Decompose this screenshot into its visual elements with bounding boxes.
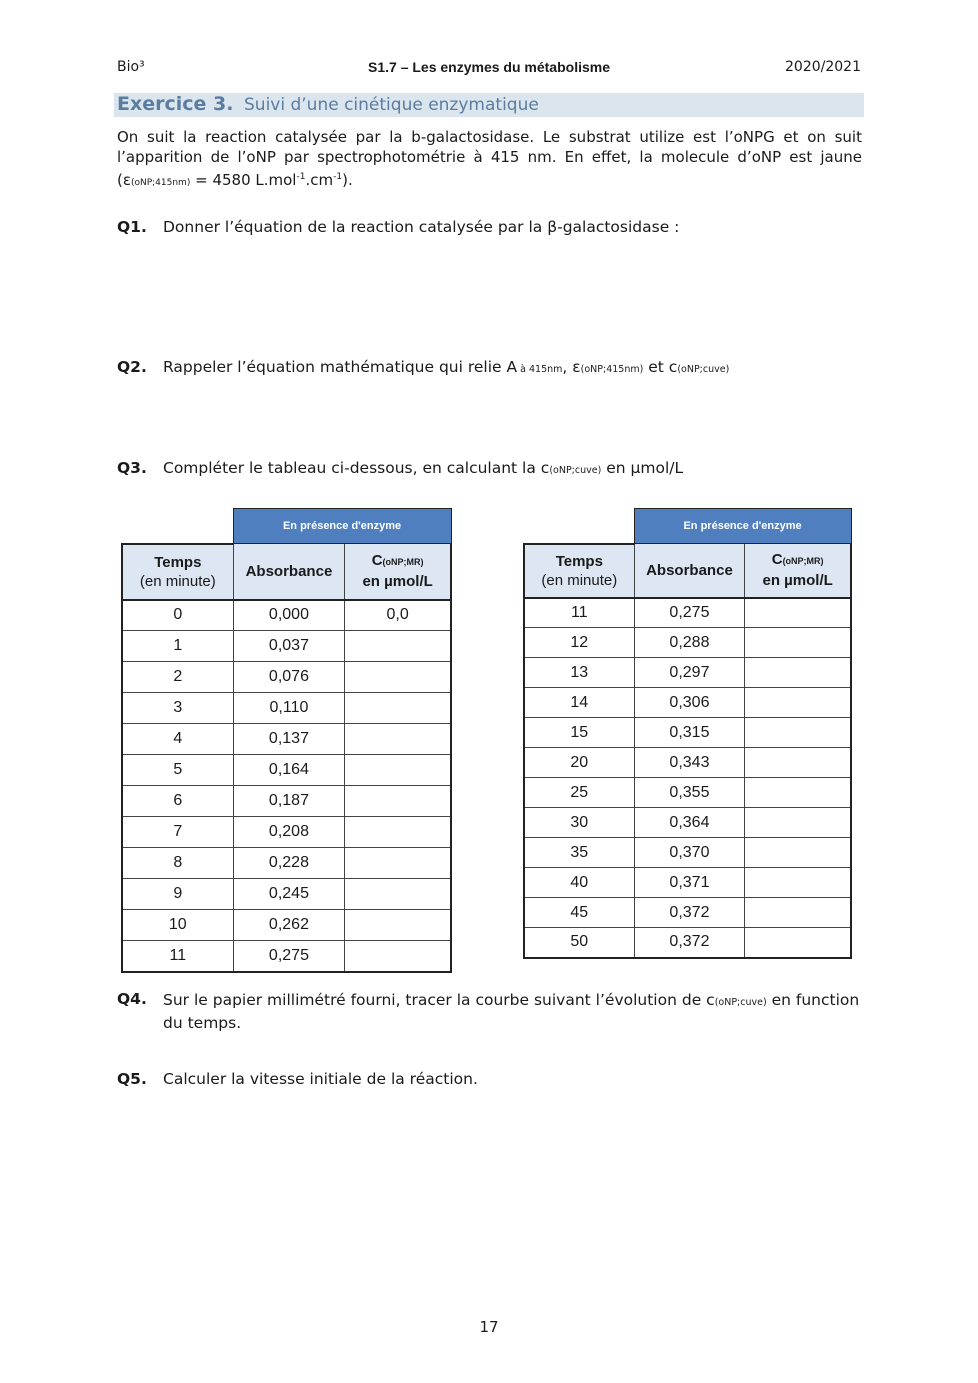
absorbance-cell: 0,370 (634, 838, 745, 868)
question-2 (117, 358, 729, 376)
table-row (524, 598, 851, 628)
absorbance-cell: 0,372 (634, 928, 745, 958)
table-row (524, 928, 851, 958)
table-row (122, 693, 451, 724)
intro-paragraph (117, 127, 862, 193)
time-cell: 50 (524, 928, 634, 958)
absorbance-cell: 0,315 (634, 718, 745, 748)
time-cell: 1 (122, 631, 233, 662)
q2-text-b: , ε (562, 358, 581, 376)
intro-close: ). (342, 171, 353, 189)
table-row (524, 838, 851, 868)
absorbance-cell: 0,000 (233, 600, 345, 631)
absorbance-cell: 0,306 (634, 688, 745, 718)
time-cell: 0 (122, 600, 233, 631)
absorbance-cell: 0,288 (634, 628, 745, 658)
concentration-cell[interactable] (745, 838, 851, 868)
absorbance-cell: 0,275 (634, 598, 745, 628)
table-row (122, 724, 451, 755)
concentration-cell[interactable]: 0,0 (345, 600, 451, 631)
col-c-sub: (oNP;MR) (382, 557, 424, 568)
question-1 (117, 218, 679, 236)
enzyme-header: En présence d'enzyme (233, 509, 451, 544)
time-cell: 40 (524, 868, 634, 898)
col-time-label: Temps (555, 552, 603, 570)
q2-sub-b: (oNP;415nm) (580, 364, 644, 375)
concentration-cell[interactable] (745, 778, 851, 808)
absorbance-cell: 0,187 (233, 786, 345, 817)
time-cell: 4 (122, 724, 233, 755)
table-row (122, 817, 451, 848)
concentration-cell[interactable] (745, 628, 851, 658)
concentration-cell[interactable] (345, 631, 451, 662)
table-row (122, 910, 451, 941)
time-cell: 14 (524, 688, 634, 718)
header-left: Bio³ (117, 59, 145, 75)
concentration-cell[interactable] (345, 817, 451, 848)
time-cell: 8 (122, 848, 233, 879)
question-1-label: Q1. (117, 218, 147, 236)
time-cell: 6 (122, 786, 233, 817)
concentration-cell[interactable] (745, 718, 851, 748)
intro-eps-open: (ε (117, 171, 131, 189)
table-row (524, 718, 851, 748)
col-time-label: Temps (154, 553, 202, 571)
concentration-cell[interactable] (745, 898, 851, 928)
exercise-banner (114, 93, 864, 117)
concentration-cell[interactable] (745, 808, 851, 838)
col-header-time (524, 544, 634, 598)
question-2-label: Q2. (117, 358, 147, 376)
absorbance-cell: 0,137 (233, 724, 345, 755)
time-cell: 11 (524, 598, 634, 628)
concentration-cell[interactable] (745, 928, 851, 958)
time-cell: 25 (524, 778, 634, 808)
time-cell: 35 (524, 838, 634, 868)
time-cell: 11 (122, 941, 233, 972)
q3-text-a: Compléter le tableau ci-dessous, en calculant la c (163, 459, 550, 477)
data-table-right (523, 508, 852, 959)
table-corner (122, 509, 233, 544)
question-1-text: Donner l’équation de la reaction catalysée par la β-galactosidase : (163, 218, 680, 236)
intro-eps-value: = 4580 L.mol (190, 171, 297, 189)
absorbance-cell: 0,110 (233, 693, 345, 724)
table-row (524, 748, 851, 778)
col-header-absorbance: Absorbance (634, 544, 745, 598)
data-table-left (121, 508, 452, 973)
col-time-unit: (en minute) (139, 572, 216, 590)
time-cell: 3 (122, 693, 233, 724)
question-2-text (163, 358, 729, 376)
concentration-cell[interactable] (345, 941, 451, 972)
question-3-text (163, 459, 683, 477)
time-cell: 7 (122, 817, 233, 848)
concentration-cell[interactable] (345, 662, 451, 693)
q4-sub-a: (oNP;cuve) (714, 997, 767, 1008)
col-c-sub: (oNP;MR) (782, 556, 824, 567)
time-cell: 20 (524, 748, 634, 778)
time-cell: 9 (122, 879, 233, 910)
intro-exp2: -1 (333, 172, 343, 182)
concentration-cell[interactable] (745, 748, 851, 778)
col-c-main: C (371, 552, 383, 570)
absorbance-cell: 0,364 (634, 808, 745, 838)
exercise-title: Suivi d’une cinétique enzymatique (244, 95, 539, 115)
absorbance-cell: 0,262 (233, 910, 345, 941)
table-row (524, 658, 851, 688)
time-cell: 12 (524, 628, 634, 658)
q3-sub-a: (oNP;cuve) (549, 465, 602, 476)
absorbance-cell: 0,037 (233, 631, 345, 662)
question-5-label: Q5. (117, 1070, 147, 1088)
question-4-text (163, 990, 875, 1033)
question-5 (117, 1070, 478, 1088)
absorbance-cell: 0,228 (233, 848, 345, 879)
time-cell: 5 (122, 755, 233, 786)
question-4-label: Q4. (117, 990, 147, 1008)
table-row (122, 662, 451, 693)
concentration-cell[interactable] (745, 658, 851, 688)
intro-exp1: -1 (296, 172, 306, 182)
time-cell: 2 (122, 662, 233, 693)
absorbance-cell: 0,245 (233, 879, 345, 910)
concentration-cell[interactable] (345, 786, 451, 817)
col-time-unit: (en minute) (541, 571, 618, 589)
header-year: 2020/2021 (785, 59, 861, 75)
absorbance-cell: 0,372 (634, 898, 745, 928)
table-row (122, 755, 451, 786)
q2-sub-a: à 415nm (517, 364, 563, 375)
time-cell: 13 (524, 658, 634, 688)
question-3-label: Q3. (117, 459, 147, 477)
absorbance-cell: 0,164 (233, 755, 345, 786)
intro-unit2: .cm (305, 171, 334, 189)
q4-text-b: en function du temps. (163, 991, 860, 1032)
time-cell: 15 (524, 718, 634, 748)
table-row (524, 898, 851, 928)
table-row (524, 688, 851, 718)
concentration-cell[interactable] (345, 910, 451, 941)
absorbance-cell: 0,355 (634, 778, 745, 808)
time-cell: 45 (524, 898, 634, 928)
col-header-absorbance: Absorbance (233, 544, 345, 600)
col-header-concentration (745, 544, 851, 598)
q2-sub-c: (oNP;cuve) (677, 364, 730, 375)
table-row (524, 778, 851, 808)
q2-text-a: Rappeler l’équation mathématique qui relie A (163, 358, 518, 376)
enzyme-header: En présence d'enzyme (634, 509, 851, 544)
table-row (122, 879, 451, 910)
absorbance-cell: 0,343 (634, 748, 745, 778)
question-3 (117, 459, 683, 477)
absorbance-cell: 0,297 (634, 658, 745, 688)
col-header-concentration (345, 544, 451, 600)
col-c-unit: en µmol/L (362, 573, 433, 591)
concentration-cell[interactable] (345, 724, 451, 755)
table-row (122, 941, 451, 972)
question-4 (117, 990, 875, 1033)
concentration-cell[interactable] (345, 693, 451, 724)
table-row (122, 848, 451, 879)
table-row (524, 808, 851, 838)
page-number: 17 (479, 1318, 499, 1336)
table-row (524, 868, 851, 898)
absorbance-cell: 0,275 (233, 941, 345, 972)
q2-text-c: et c (643, 358, 678, 376)
time-cell: 10 (122, 910, 233, 941)
concentration-cell[interactable] (745, 688, 851, 718)
col-c-main: C (771, 551, 783, 569)
concentration-cell[interactable] (745, 598, 851, 628)
exercise-number: Exercice 3. (117, 93, 234, 115)
question-5-text: Calculer la vitesse initiale de la réaction. (163, 1070, 478, 1088)
absorbance-cell: 0,208 (233, 817, 345, 848)
table-row (122, 631, 451, 662)
table-corner (524, 509, 634, 544)
concentration-cell[interactable] (345, 755, 451, 786)
table-row (524, 628, 851, 658)
concentration-cell[interactable] (745, 868, 851, 898)
absorbance-cell: 0,371 (634, 868, 745, 898)
col-header-time (122, 544, 233, 600)
intro-eps-sub: (oNP;415nm) (130, 178, 191, 188)
col-c-unit: en µmol/L (762, 572, 833, 590)
table-row (122, 786, 451, 817)
table-row (122, 600, 451, 631)
header-title: S1.7 – Les enzymes du métabolisme (368, 59, 610, 75)
q3-text-b: en µmol/L (601, 459, 684, 477)
concentration-cell[interactable] (345, 879, 451, 910)
absorbance-cell: 0,076 (233, 662, 345, 693)
time-cell: 30 (524, 808, 634, 838)
concentration-cell[interactable] (345, 848, 451, 879)
q4-text-a: Sur le papier millimétré fourni, tracer la courbe suivant l’évolution de c (163, 991, 715, 1009)
intro-text: On suit la reaction catalysée par la b-galactosidase. Le substrat utilize est l’oNPG et on suit l’apparition de l’oNP par spectrophotométrie à 415 nm. En effet, la molecule d’oNP est jaune (117, 128, 862, 166)
